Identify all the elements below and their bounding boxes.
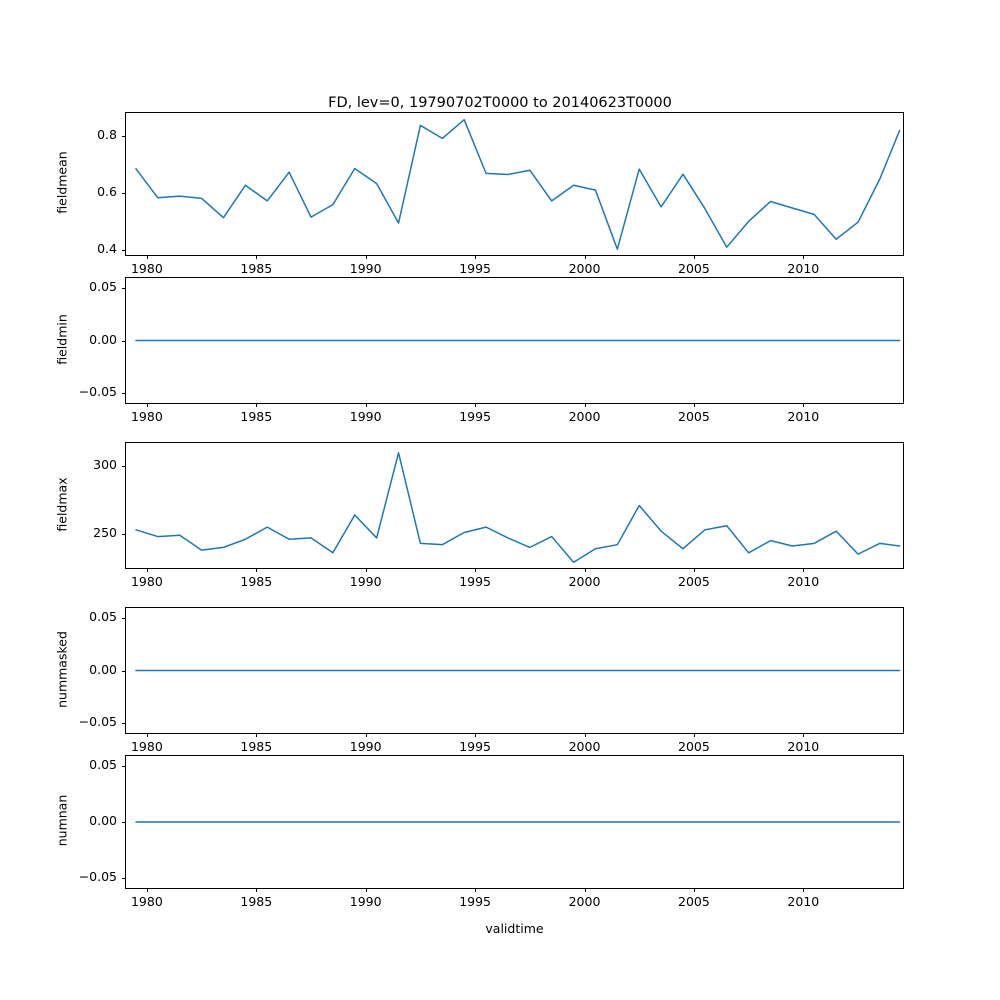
y-tick-label: 300	[93, 457, 117, 473]
y-tickmark	[122, 466, 126, 467]
x-tickmark	[256, 255, 257, 259]
series-plot	[125, 442, 904, 569]
x-tick-label: 1980	[130, 261, 163, 276]
x-tick-label: 2000	[568, 739, 601, 754]
x-tickmark	[475, 403, 476, 407]
x-tick-label: 1990	[349, 409, 382, 424]
x-tickmark	[147, 403, 148, 407]
x-tick-label: 1995	[459, 739, 492, 754]
x-axis-label: validtime	[485, 921, 544, 936]
y-tick-label: 0.05	[89, 757, 117, 773]
x-tick-label: 1990	[349, 894, 382, 909]
y-tickmark	[122, 822, 126, 823]
x-tick-label: 1990	[349, 739, 382, 754]
x-tick-label: 2000	[568, 261, 601, 276]
x-tickmark	[366, 888, 367, 892]
x-tickmark	[475, 733, 476, 737]
y-axis-label-nummasked: nummasked	[54, 630, 70, 708]
x-tick-label: 2005	[678, 739, 710, 754]
x-tick-label: 1985	[240, 261, 273, 276]
x-tickmark	[256, 733, 257, 737]
data-line	[136, 453, 900, 562]
x-tickmark	[366, 255, 367, 259]
x-tickmark	[366, 568, 367, 572]
x-tick-label: 1995	[459, 894, 492, 909]
y-tickmark	[122, 393, 126, 394]
x-tick-label: 1985	[240, 574, 273, 589]
x-tickmark	[366, 403, 367, 407]
y-tick-label: −0.05	[78, 868, 117, 884]
x-tickmark	[694, 733, 695, 737]
x-tick-label: 2005	[678, 574, 710, 589]
x-tickmark	[585, 888, 586, 892]
y-tick-label: 250	[93, 524, 117, 540]
data-line	[136, 120, 900, 250]
y-axis-label-numnan: numnan	[54, 794, 70, 847]
y-tickmark	[122, 618, 126, 619]
x-tick-label: 2005	[678, 261, 710, 276]
series-plot	[125, 277, 904, 404]
y-tickmark	[122, 671, 126, 672]
x-tickmark	[694, 403, 695, 407]
y-tick-label: 0.00	[89, 331, 117, 347]
y-tickmark	[122, 288, 126, 289]
x-tickmark	[147, 568, 148, 572]
x-tickmark	[803, 403, 804, 407]
y-tick-label: 0.6	[97, 183, 117, 199]
x-tick-label: 1995	[459, 261, 492, 276]
subplot-fieldmin	[54, 277, 904, 424]
x-tick-label: 1985	[240, 894, 273, 909]
subplot-fieldmean	[54, 112, 904, 276]
subplot-fieldmax	[54, 442, 904, 589]
y-tickmark	[122, 136, 126, 137]
x-tick-label: 1990	[349, 574, 382, 589]
figure-title: FD, lev=0, 19790702T0000 to 20140623T0000	[328, 95, 672, 111]
y-tickmark	[122, 250, 126, 251]
x-tick-label: 1985	[240, 739, 273, 754]
series-plot	[125, 112, 904, 256]
x-tick-label: 2000	[568, 574, 601, 589]
x-tickmark	[475, 888, 476, 892]
x-tick-label: 1995	[459, 409, 492, 424]
x-tick-label: 1980	[130, 574, 163, 589]
x-tick-label: 1980	[130, 409, 163, 424]
x-tickmark	[585, 568, 586, 572]
x-tick-label: 2005	[678, 409, 710, 424]
x-tick-label: 2010	[787, 409, 820, 424]
x-tick-label: 1985	[240, 409, 273, 424]
series-plot	[125, 607, 904, 734]
y-tickmark	[122, 341, 126, 342]
y-axis-label-fieldmin: fieldmin	[54, 313, 70, 365]
x-tick-label: 2010	[787, 574, 820, 589]
x-tick-label: 1995	[459, 574, 492, 589]
series-plot	[125, 755, 904, 889]
x-tickmark	[475, 568, 476, 572]
y-tick-label: −0.05	[78, 384, 117, 400]
y-tickmark	[122, 193, 126, 194]
y-tickmark	[122, 878, 126, 879]
y-tick-label: 0.05	[89, 608, 117, 624]
x-tickmark	[585, 733, 586, 737]
y-tick-label: −0.05	[78, 714, 117, 730]
x-tickmark	[147, 255, 148, 259]
x-tick-label: 1980	[130, 894, 163, 909]
x-tick-label: 2000	[568, 894, 601, 909]
y-tick-label: 0.00	[89, 661, 117, 677]
y-tick-label: 0.4	[97, 240, 117, 256]
x-tickmark	[256, 888, 257, 892]
x-tickmark	[585, 255, 586, 259]
y-tick-label: 0.8	[97, 127, 117, 143]
y-axis-label-fieldmax: fieldmax	[54, 476, 70, 532]
x-tickmark	[256, 568, 257, 572]
x-tickmark	[147, 733, 148, 737]
x-tickmark	[147, 888, 148, 892]
x-tick-label: 2010	[787, 894, 820, 909]
y-axis-label-fieldmean: fieldmean	[54, 151, 70, 214]
x-tickmark	[694, 888, 695, 892]
x-tickmark	[694, 568, 695, 572]
x-tick-label: 1990	[349, 261, 382, 276]
x-tick-label: 1980	[130, 739, 163, 754]
y-tickmark	[122, 723, 126, 724]
x-tickmark	[803, 733, 804, 737]
subplot-numnan	[54, 755, 904, 936]
x-tickmark	[366, 733, 367, 737]
y-tickmark	[122, 766, 126, 767]
x-tick-label: 2005	[678, 894, 710, 909]
x-tickmark	[803, 888, 804, 892]
y-tick-label: 0.05	[89, 278, 117, 294]
x-tickmark	[585, 403, 586, 407]
x-tick-label: 2010	[787, 261, 820, 276]
x-tickmark	[256, 403, 257, 407]
y-tickmark	[122, 534, 126, 535]
x-tick-label: 2010	[787, 739, 820, 754]
y-tick-label: 0.00	[89, 813, 117, 828]
x-tickmark	[475, 255, 476, 259]
x-tickmark	[803, 568, 804, 572]
x-tickmark	[803, 255, 804, 259]
x-tickmark	[694, 255, 695, 259]
subplot-nummasked	[54, 607, 904, 754]
x-tick-label: 2000	[568, 409, 601, 424]
